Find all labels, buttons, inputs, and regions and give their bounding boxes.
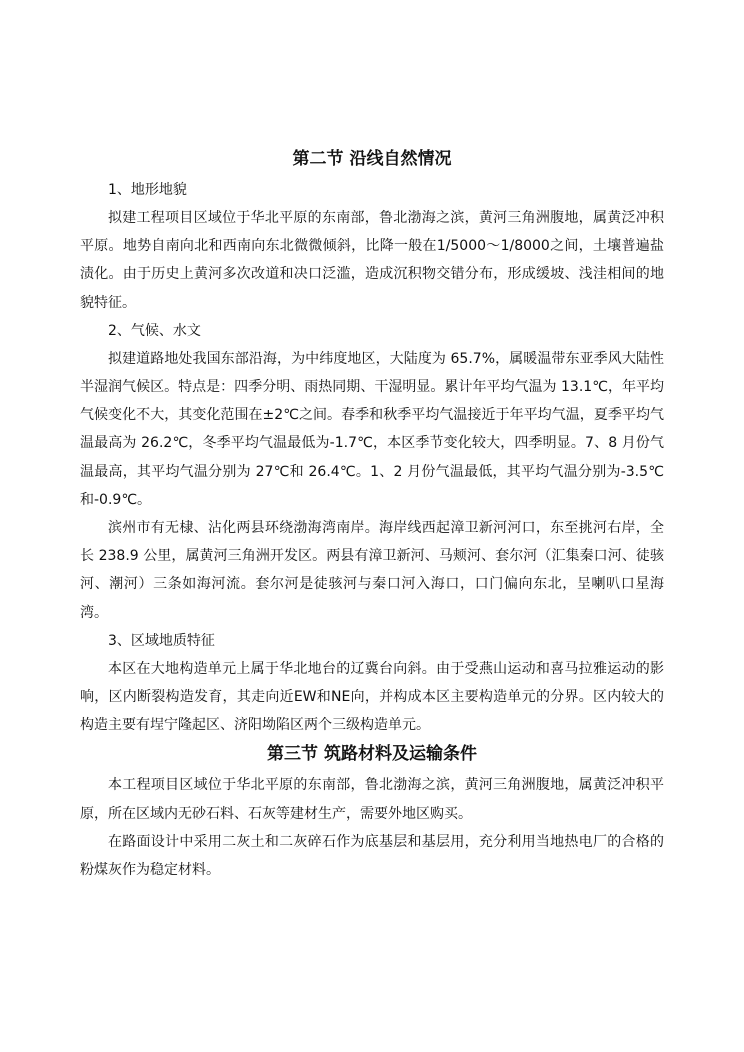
section-title-natural-conditions: 第二节 沿线自然情况 bbox=[292, 149, 452, 169]
subheading-terrain: 1、地形地貌 bbox=[108, 182, 187, 198]
section-title-materials-transport: 第三节 筑路材料及运输条件 bbox=[267, 744, 477, 765]
subheading-climate-hydrology: 2、气候、水文 bbox=[108, 322, 201, 339]
document-body bbox=[80, 146, 664, 884]
paragraph-climate: 拟建道路地处我国东部沿海，为中纬度地区，大陆度为 65.7%，属暖温带东亚季风大陆性半湿润气候区。特点是：四季分明、雨热同期、干湿明显。累计年平均气温为 13.1℃，年平均气候变化不大，其变化范围在±2℃之间。春季和秋季平均气温接近于年平均气温，夏季平均气温最高为 26.2℃，冬季平均气温最低为-1.7℃，本区季节变化较大，四季明显。7、8 月份气温最高，其平均气温分别为 27℃和 26.4℃。1、2 月份气温最低，其平均气温分别为-3.5℃和-0.9℃。 bbox=[80, 350, 664, 508]
paragraph-geology: 本区在大地构造单元上属于华北地台的辽冀台向斜。由于受燕山运动和喜马拉雅运动的影响，区内断裂构造发育，其走向近EW和NE向，并构成本区主要构造单元的分界。区内较大的构造主要有埕宁隆起区、济阳坳陷区两个三级构造单元。 bbox=[80, 660, 664, 734]
paragraph-pavement-design: 在路面设计中采用二灰土和二灰碎石作为底基层和基层用，充分利用当地热电厂的合格的粉煤灰作为稳定材料。 bbox=[80, 833, 664, 879]
paragraph-terrain: 拟建工程项目区域位于华北平原的东南部，鲁北渤海之滨，黄河三角洲腹地，属黄泛冲积平原。地势自南向北和西南向东北微微倾斜，比降一般在1/5000～1/8000之间，土壤普遍盐渍化。由于历史上黄河多次改道和决口泛滥，造成沉积物交错分布，形成缓坡、浅洼相间的地貌特征。 bbox=[80, 210, 664, 311]
paragraph-hydrology: 滨州市有无棣、沾化两县环绕渤海湾南岸。海岸线西起漳卫新河河口，东至挑河右岸，全长 238.9 公里，属黄河三角洲开发区。两县有漳卫新河、马颊河、套尔河（汇集秦口河、徒骇河、潮河）三条如海河流。套尔河是徒骇河与秦口河入海口，口门偏向东北，呈喇叭口星海湾。 bbox=[80, 520, 664, 621]
subheading-geology: 3、区域地质特征 bbox=[108, 632, 215, 649]
paragraph-materials: 本工程项目区域位于华北平原的东南部，鲁北渤海之滨，黄河三角洲腹地，属黄泛冲积平原，所在区域内无砂石料、石灰等建材生产，需要外地区购买。 bbox=[80, 777, 664, 822]
